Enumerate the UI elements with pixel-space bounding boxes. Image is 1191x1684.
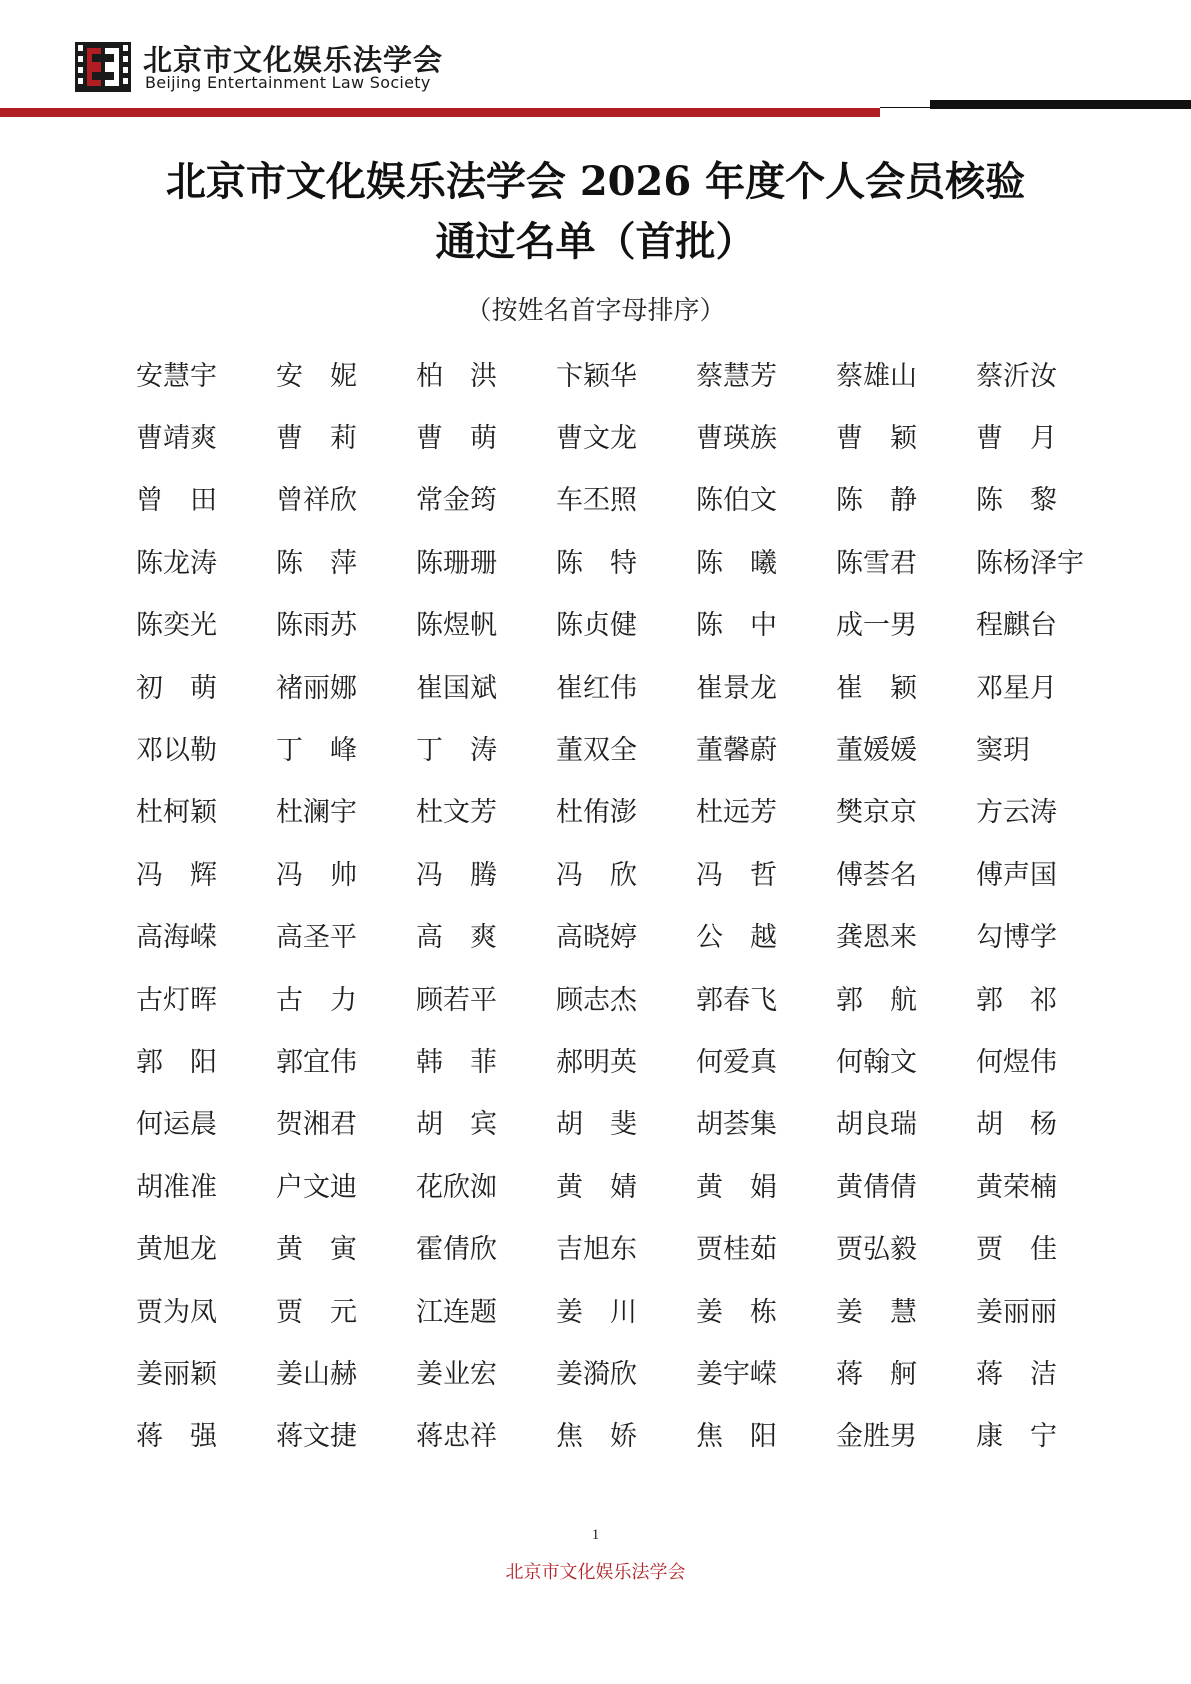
member-name: 杜文芳 bbox=[416, 797, 497, 829]
header-rule-black bbox=[930, 100, 1191, 109]
member-name: 冯 欣 bbox=[556, 859, 637, 891]
member-name: 樊京京 bbox=[836, 797, 917, 829]
member-name: 蒋忠祥 bbox=[416, 1421, 497, 1453]
member-name: 黄 寅 bbox=[276, 1234, 357, 1266]
member-name: 姜 栋 bbox=[696, 1296, 777, 1328]
member-name: 方云涛 bbox=[976, 797, 1057, 829]
member-name: 何爱真 bbox=[696, 1046, 777, 1078]
member-name: 江连题 bbox=[416, 1296, 497, 1328]
member-name: 黄 娟 bbox=[696, 1171, 777, 1203]
member-name: 郭 航 bbox=[836, 984, 917, 1016]
member-name: 陈 中 bbox=[696, 610, 777, 642]
name-row bbox=[136, 404, 1116, 466]
page-footer: 北京市文化娱乐法学会 bbox=[505, 1562, 686, 1583]
member-name: 陈贞健 bbox=[556, 610, 637, 642]
member-name: 崔景龙 bbox=[696, 672, 777, 704]
member-name: 高圣平 bbox=[276, 922, 357, 954]
member-name: 丁 峰 bbox=[276, 735, 357, 767]
member-name: 邓星月 bbox=[976, 672, 1057, 704]
member-name: 古 力 bbox=[276, 984, 357, 1016]
member-name: 杜远芳 bbox=[696, 797, 777, 829]
member-name: 褚丽娜 bbox=[276, 672, 357, 704]
header-rule-red bbox=[0, 108, 880, 117]
member-name: 焦 娇 bbox=[556, 1421, 637, 1453]
member-name: 蒋 洁 bbox=[976, 1358, 1057, 1390]
member-name: 蒋 舸 bbox=[836, 1358, 917, 1390]
member-name: 曹 月 bbox=[976, 423, 1057, 455]
member-name: 陈奕光 bbox=[136, 610, 217, 642]
name-row bbox=[136, 592, 1116, 654]
title-line-1: 北京市文化娱乐法学会 2026 年度个人会员核验 bbox=[165, 158, 1026, 205]
name-row bbox=[136, 1091, 1116, 1153]
member-name: 黄荣楠 bbox=[976, 1171, 1057, 1203]
member-name: 高 爽 bbox=[416, 922, 497, 954]
member-name: 陈龙涛 bbox=[136, 547, 217, 579]
name-row bbox=[136, 1028, 1116, 1090]
member-name: 姜 川 bbox=[556, 1296, 637, 1328]
society-logo-icon bbox=[75, 42, 131, 92]
member-name: 卞颖华 bbox=[556, 360, 637, 392]
name-row bbox=[136, 841, 1116, 903]
member-name: 杜侑澎 bbox=[556, 797, 637, 829]
member-name: 成一男 bbox=[836, 610, 917, 642]
member-name: 贾 元 bbox=[276, 1296, 357, 1328]
member-name: 陈雪君 bbox=[836, 547, 917, 579]
member-name: 花欣洳 bbox=[416, 1171, 497, 1203]
name-row bbox=[136, 716, 1116, 778]
name-row bbox=[136, 966, 1116, 1028]
member-name: 杜柯颖 bbox=[136, 797, 217, 829]
name-row bbox=[136, 529, 1116, 591]
member-name: 崔国斌 bbox=[416, 672, 497, 704]
member-name: 吉旭东 bbox=[556, 1234, 637, 1266]
member-name: 蒋文捷 bbox=[276, 1421, 357, 1453]
member-name: 陈 黎 bbox=[976, 485, 1057, 517]
document-subtitle: （按姓名首字母排序） bbox=[465, 296, 726, 326]
member-name: 车丕照 bbox=[556, 485, 637, 517]
member-name: 陈雨苏 bbox=[276, 610, 357, 642]
member-name: 董媛媛 bbox=[836, 735, 917, 767]
member-name: 高晓婷 bbox=[556, 922, 637, 954]
member-name: 曹靖爽 bbox=[136, 423, 217, 455]
document-title bbox=[0, 152, 1191, 272]
member-name: 胡 宾 bbox=[416, 1109, 497, 1141]
member-name: 蔡雄山 bbox=[836, 360, 917, 392]
member-name: 贾 佳 bbox=[976, 1234, 1057, 1266]
member-name: 姜 慧 bbox=[836, 1296, 917, 1328]
member-name: 贺湘君 bbox=[276, 1109, 357, 1141]
name-row bbox=[136, 654, 1116, 716]
member-name: 龚恩来 bbox=[836, 922, 917, 954]
member-name: 常金筠 bbox=[416, 485, 497, 517]
member-name: 何翰文 bbox=[836, 1046, 917, 1078]
member-name: 安 妮 bbox=[276, 360, 357, 392]
member-name-list bbox=[136, 342, 1116, 1465]
member-name: 贾弘毅 bbox=[836, 1234, 917, 1266]
member-name: 郭 祁 bbox=[976, 984, 1057, 1016]
member-name: 曾祥欣 bbox=[276, 485, 357, 517]
member-name: 郭宜伟 bbox=[276, 1046, 357, 1078]
title-line-2: 通过名单（首批） bbox=[435, 218, 756, 265]
member-name: 陈珊珊 bbox=[416, 547, 497, 579]
member-name: 冯 腾 bbox=[416, 859, 497, 891]
member-name: 杜澜宇 bbox=[276, 797, 357, 829]
member-name: 胡 斐 bbox=[556, 1109, 637, 1141]
member-name: 曾 田 bbox=[136, 485, 217, 517]
member-name: 勾博学 bbox=[976, 922, 1057, 954]
member-name: 黄旭龙 bbox=[136, 1234, 217, 1266]
member-name: 郭春飞 bbox=[696, 984, 777, 1016]
member-name: 户文迪 bbox=[276, 1171, 357, 1203]
member-name: 窦玥 bbox=[976, 735, 1030, 767]
name-row bbox=[136, 904, 1116, 966]
member-name: 陈 特 bbox=[556, 547, 637, 579]
member-name: 陈煜帆 bbox=[416, 610, 497, 642]
member-name: 蔡沂汝 bbox=[976, 360, 1057, 392]
member-name: 姜丽丽 bbox=[976, 1296, 1057, 1328]
member-name: 贾桂茹 bbox=[696, 1234, 777, 1266]
name-row bbox=[136, 1278, 1116, 1340]
member-name: 蔡慧芳 bbox=[696, 360, 777, 392]
name-row bbox=[136, 1340, 1116, 1402]
name-row bbox=[136, 779, 1116, 841]
name-row bbox=[136, 1215, 1116, 1277]
member-name: 胡 杨 bbox=[976, 1109, 1057, 1141]
member-name: 古灯晖 bbox=[136, 984, 217, 1016]
member-name: 崔 颖 bbox=[836, 672, 917, 704]
member-name: 安慧宇 bbox=[136, 360, 217, 392]
member-name: 董双全 bbox=[556, 735, 637, 767]
member-name: 冯 辉 bbox=[136, 859, 217, 891]
member-name: 陈伯文 bbox=[696, 485, 777, 517]
member-name: 黄倩倩 bbox=[836, 1171, 917, 1203]
member-name: 傅声国 bbox=[976, 859, 1057, 891]
name-row bbox=[136, 1153, 1116, 1215]
member-name: 韩 菲 bbox=[416, 1046, 497, 1078]
member-name: 金胜男 bbox=[836, 1421, 917, 1453]
member-name: 陈杨泽宇 bbox=[976, 547, 1084, 579]
name-row bbox=[136, 467, 1116, 529]
member-name: 冯 哲 bbox=[696, 859, 777, 891]
header-rule-thin bbox=[880, 107, 935, 108]
member-name: 蒋 强 bbox=[136, 1421, 217, 1453]
member-name: 姜宇嵘 bbox=[696, 1358, 777, 1390]
member-name: 程麒台 bbox=[976, 610, 1057, 642]
member-name: 黄 婧 bbox=[556, 1171, 637, 1203]
page-number: 1 bbox=[591, 1527, 600, 1543]
member-name: 曹瑛族 bbox=[696, 423, 777, 455]
member-name: 曹 萌 bbox=[416, 423, 497, 455]
member-name: 霍倩欣 bbox=[416, 1234, 497, 1266]
member-name: 胡准准 bbox=[136, 1171, 217, 1203]
member-name: 曹 莉 bbox=[276, 423, 357, 455]
member-name: 姜业宏 bbox=[416, 1358, 497, 1390]
member-name: 何煜伟 bbox=[976, 1046, 1057, 1078]
member-name: 公 越 bbox=[696, 922, 777, 954]
member-name: 丁 涛 bbox=[416, 735, 497, 767]
member-name: 柏 洪 bbox=[416, 360, 497, 392]
member-name: 郝明英 bbox=[556, 1046, 637, 1078]
member-name: 焦 阳 bbox=[696, 1421, 777, 1453]
member-name: 顾志杰 bbox=[556, 984, 637, 1016]
member-name: 邓以勒 bbox=[136, 735, 217, 767]
member-name: 贾为凤 bbox=[136, 1296, 217, 1328]
member-name: 高海嵘 bbox=[136, 922, 217, 954]
member-name: 陈 静 bbox=[836, 485, 917, 517]
member-name: 胡荟集 bbox=[696, 1109, 777, 1141]
member-name: 顾若平 bbox=[416, 984, 497, 1016]
member-name: 陈 曦 bbox=[696, 547, 777, 579]
member-name: 董馨蔚 bbox=[696, 735, 777, 767]
member-name: 初 萌 bbox=[136, 672, 217, 704]
member-name: 曹文龙 bbox=[556, 423, 637, 455]
member-name: 傅荟名 bbox=[836, 859, 917, 891]
member-name: 姜山赫 bbox=[276, 1358, 357, 1390]
member-name: 胡良瑞 bbox=[836, 1109, 917, 1141]
member-name: 曹 颖 bbox=[836, 423, 917, 455]
member-name: 陈 萍 bbox=[276, 547, 357, 579]
org-name-cn: 北京市文化娱乐法学会 bbox=[143, 43, 444, 77]
member-name: 郭 阳 bbox=[136, 1046, 217, 1078]
name-row bbox=[136, 342, 1116, 404]
member-name: 冯 帅 bbox=[276, 859, 357, 891]
name-row bbox=[136, 1403, 1116, 1465]
org-name-en: Beijing Entertainment Law Society bbox=[145, 73, 431, 92]
member-name: 康 宁 bbox=[976, 1421, 1057, 1453]
member-name: 姜漪欣 bbox=[556, 1358, 637, 1390]
member-name: 何运晨 bbox=[136, 1109, 217, 1141]
member-name: 姜丽颖 bbox=[136, 1358, 217, 1390]
member-name: 崔红伟 bbox=[556, 672, 637, 704]
page-header bbox=[0, 0, 1191, 125]
